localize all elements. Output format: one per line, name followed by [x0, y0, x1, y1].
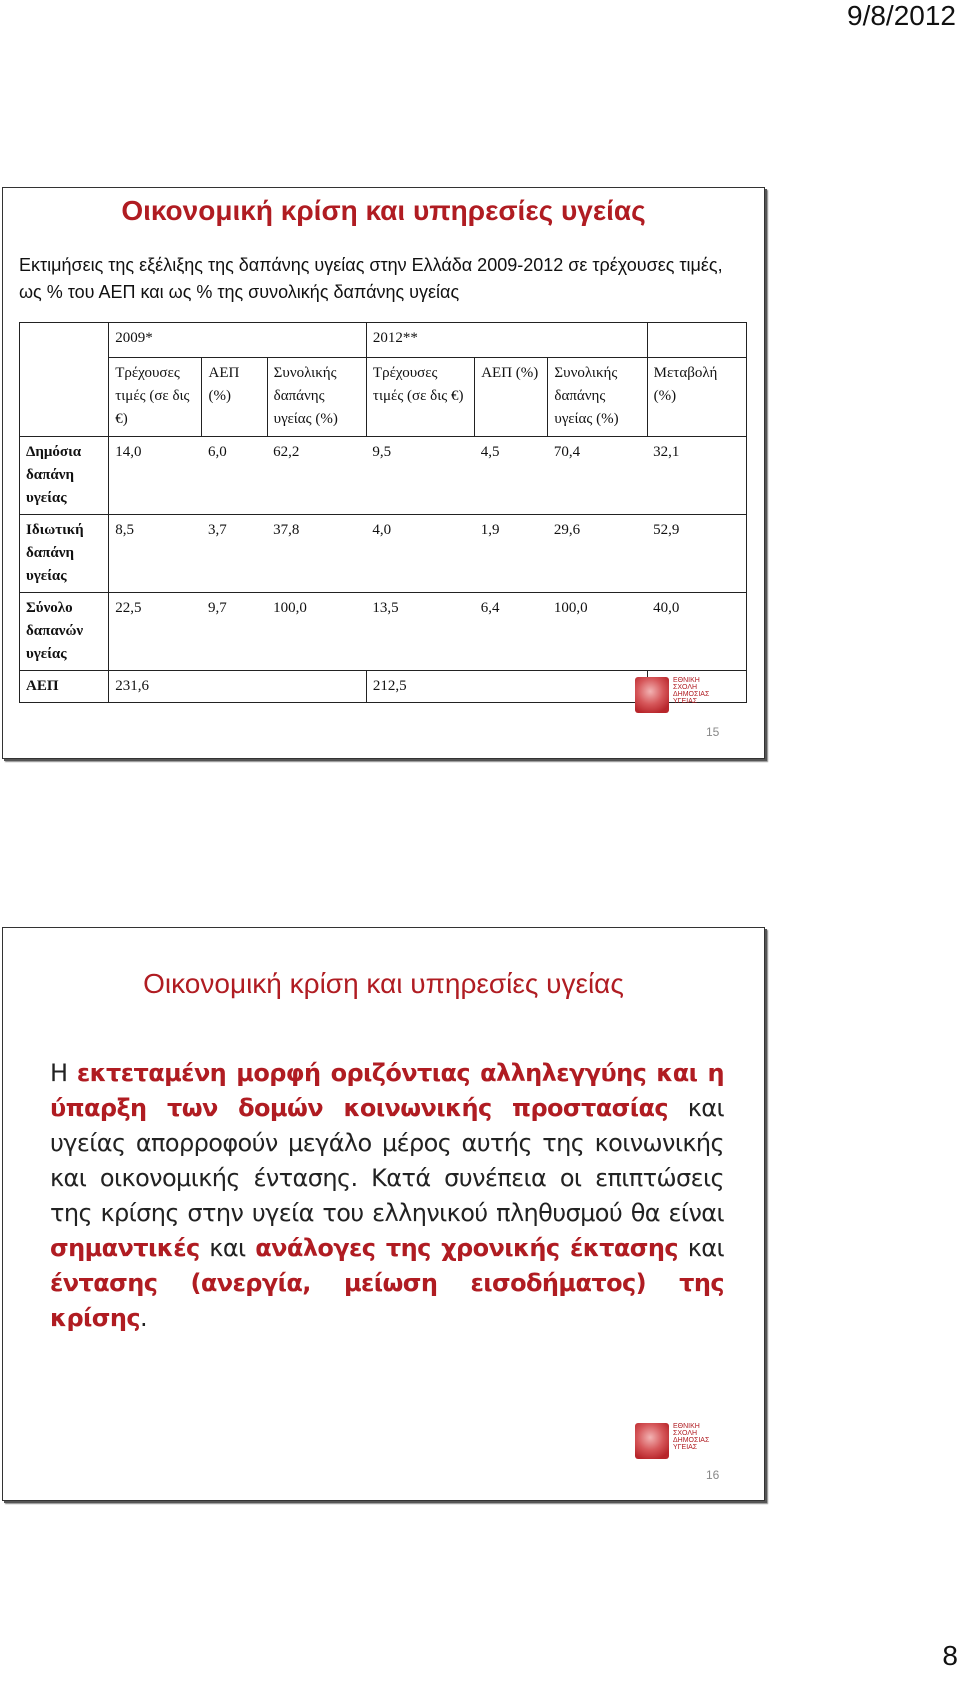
highlight-text: έντασης (ανεργία, μείωση εισοδήματος) της κρίσης	[50, 1269, 724, 1332]
table-empty-cell	[647, 323, 746, 358]
gdp-2009-value: 231,6	[109, 671, 367, 703]
logo-text: ΕΘΝΙΚΗ ΣΧΟΛΗ ΔΗΜΟΣΙΑΣ ΥΓΕΙΑΣ	[673, 677, 710, 705]
page-date: 9/8/2012	[847, 0, 956, 31]
row-label: Δημόσια δαπάνη υγείας	[20, 437, 109, 515]
page-number: 8	[942, 1640, 958, 1671]
table-header-row	[20, 358, 747, 437]
highlight-text: εκτεταμένη μορφή οριζόντιας αλληλεγγύης και η ύπαρξη των δομών κοινωνικής προστασίας	[50, 1059, 724, 1122]
column-header: ΑΕΠ (%)	[475, 358, 548, 437]
column-header: Τρέχουσες τιμές (σε δις €)	[366, 358, 474, 437]
table-cell: 100,0	[548, 593, 647, 671]
slide-15	[2, 187, 765, 759]
column-header: Τρέχουσες τιμές (σε δις €)	[109, 358, 202, 437]
table-cell: 9,5	[366, 437, 474, 515]
table-cell: 37,8	[267, 515, 366, 593]
table-cell: 3,7	[202, 515, 267, 593]
year-2012-header: 2012**	[366, 323, 647, 358]
body-paragraph	[50, 1056, 724, 1336]
text-run: και	[199, 1234, 256, 1262]
row-label: ΑΕΠ	[20, 671, 109, 703]
row-label: Ιδιωτική δαπάνη υγείας	[20, 515, 109, 593]
table-row	[20, 515, 747, 593]
school-logo	[635, 677, 727, 715]
table-cell: 22,5	[109, 593, 202, 671]
table-cell: 70,4	[548, 437, 647, 515]
table-cell: 29,6	[548, 515, 647, 593]
year-2009-header: 2009*	[109, 323, 367, 358]
table-corner-cell	[20, 323, 109, 358]
table-cell: 1,9	[475, 515, 548, 593]
table-cell: 62,2	[267, 437, 366, 515]
table-cell: 13,5	[366, 593, 474, 671]
table-year-row	[20, 323, 747, 358]
column-header: ΑΕΠ (%)	[202, 358, 267, 437]
table-cell: 6,4	[475, 593, 548, 671]
column-header: Συνολικής δαπάνης υγείας (%)	[267, 358, 366, 437]
text-run: Η	[50, 1059, 77, 1087]
table-cell: 9,7	[202, 593, 267, 671]
table-cell: 4,5	[475, 437, 548, 515]
column-header: Συνολικής δαπάνης υγείας (%)	[548, 358, 647, 437]
logo-text: ΕΘΝΙΚΗ ΣΧΟΛΗ ΔΗΜΟΣΙΑΣ ΥΓΕΙΑΣ	[673, 1423, 710, 1451]
school-logo	[635, 1423, 727, 1461]
table-cell: 8,5	[109, 515, 202, 593]
table-cell: 40,0	[647, 593, 746, 671]
logo-emblem-icon	[635, 1423, 669, 1459]
slide-subtitle: Εκτιμήσεις της εξέλιξης της δαπάνης υγείας στην Ελλάδα 2009-2012 σε τρέχουσες τιμές, ως % του ΑΕΠ και ως % της συνολικής δαπάνης υγείας	[19, 255, 723, 302]
slide-title: Οικονομική κρίση και υπηρεσίες υγείας	[143, 968, 624, 999]
slide-number: 15	[706, 725, 720, 739]
health-expenditure-table	[19, 322, 747, 703]
table-cell: 100,0	[267, 593, 366, 671]
table-empty-cell	[20, 358, 109, 437]
table-row	[20, 593, 747, 671]
table-cell: 4,0	[366, 515, 474, 593]
table-cell: 6,0	[202, 437, 267, 515]
table-cell: 32,1	[647, 437, 746, 515]
table-row	[20, 437, 747, 515]
slide-number: 16	[706, 1468, 720, 1482]
table-cell: 14,0	[109, 437, 202, 515]
text-run: και υγείας απορροφούν μεγάλο μέρος αυτής της κοινωνικής και οικονομικής έντασης. Κατά συνέπεια οι επιπτώσεις της κρίσης στην υγεία του ελληνικού πληθυσμού θα είναι	[50, 1094, 724, 1227]
slide-16	[2, 927, 765, 1501]
text-run: .	[140, 1304, 148, 1332]
logo-emblem-icon	[635, 677, 669, 713]
text-run: και	[677, 1234, 724, 1262]
row-label: Σύνολο δαπανών υγείας	[20, 593, 109, 671]
highlight-text: σημαντικές	[50, 1234, 200, 1262]
gdp-2012-value: 212,5	[366, 671, 647, 703]
slide-title: Οικονομική κρίση και υπηρεσίες υγείας	[121, 195, 646, 226]
highlight-text: ανάλογες της χρονικής έκτασης	[255, 1234, 678, 1262]
table-cell: 52,9	[647, 515, 746, 593]
column-header: Μεταβολή (%)	[647, 358, 746, 437]
